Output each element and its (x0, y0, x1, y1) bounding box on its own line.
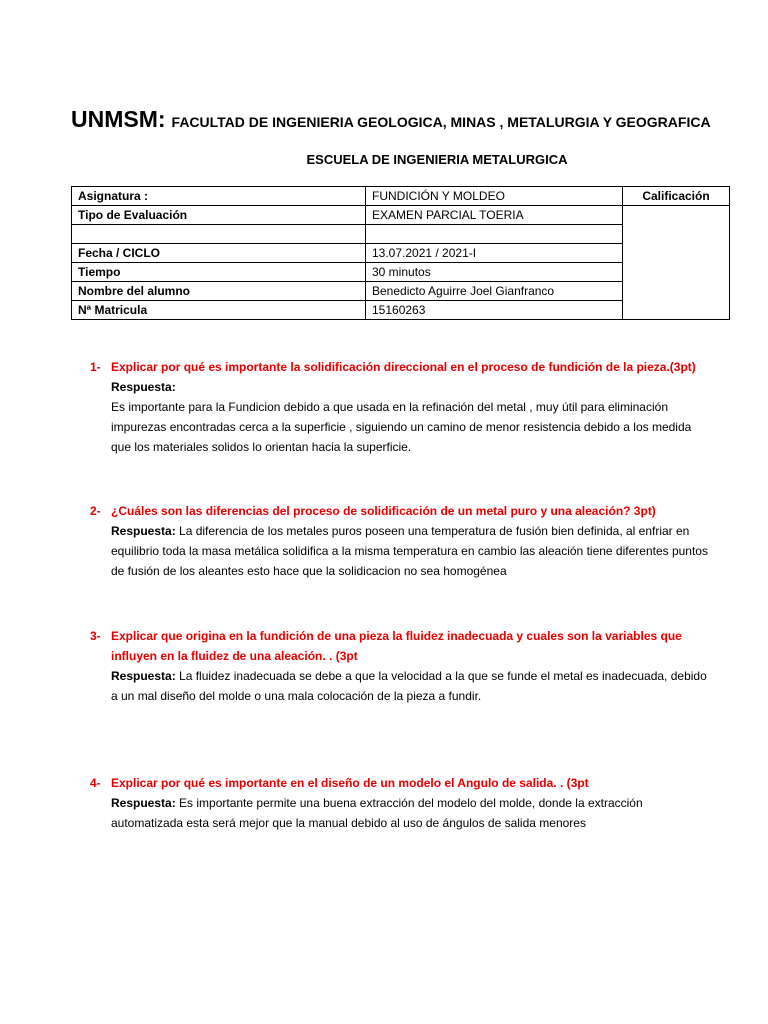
time-value: 30 minutos (366, 263, 623, 282)
evaluation-type-label: Tipo de Evaluación (72, 206, 366, 225)
date-cycle-label: Fecha / CICLO (72, 244, 366, 263)
evaluation-type-value: EXAMEN PARCIAL TOERIA (366, 206, 623, 225)
question-number: 4- (90, 776, 101, 790)
question-number: 1- (90, 360, 101, 374)
answer-label: Respuesta: (111, 669, 176, 683)
time-label: Tiempo (72, 263, 366, 282)
answer-text: La fluidez inadecuada se debe a que la velocidad a la que se funde el metal es inadecuada, debido a un mal diseño del molde o una mala colocación de la pieza a fundir. (111, 669, 707, 703)
subject-label: Asignatura : (72, 187, 366, 206)
faculty-name: FACULTAD DE INGENIERIA GEOLOGICA, MINAS , METALURGIA Y GEOGRAFICA (171, 114, 711, 130)
answer-text: La diferencia de los metales puros poseen una temperatura de fusión bien definida, al enfriar en equilibrio toda la masa metálica solidifica a la misma temperatura en cambio las aleación tiene diferentes puntos de fusión de los aleantes esto hace que la solidicacion no sea homogénea (111, 524, 708, 578)
grade-header: Calificación (623, 187, 730, 206)
question-number: 2- (90, 504, 101, 518)
question-3 (90, 626, 710, 706)
empty-label (72, 225, 366, 244)
enrollment-number-label: Nª Matricula (72, 301, 366, 320)
empty-value (366, 225, 623, 244)
answer-text: Es importante para la Fundicion debido a que usada en la refinación del metal , muy útil para eliminación impurezas encontradas cerca a la superficie , siguiendo un camino de menor resistencia debido a los medida que los materiales solidos lo orientan hacia la superficie. (111, 400, 692, 454)
enrollment-number-value: 15160263 (366, 301, 623, 320)
exam-info-table (71, 186, 730, 320)
table-row (72, 206, 730, 225)
question-text: Explicar por qué es importante en el diseño de un modelo el Angulo de salida. . (3pt (111, 776, 589, 790)
answer-label: Respuesta: (111, 796, 176, 810)
date-cycle-value: 13.07.2021 / 2021-I (366, 244, 623, 263)
question-text: Explicar que origina en la fundición de una pieza la fluidez inadecuada y cuales son la variables que influyen en la fluidez de una aleación. . (3pt (111, 629, 682, 663)
question-number: 3- (90, 629, 101, 643)
school-name: ESCUELA DE INGENIERIA METALURGICA (306, 152, 568, 167)
question-1 (90, 357, 710, 457)
question-text: Explicar por qué es importante la solidificación direccional en el proceso de fundición de la pieza.(3pt) (111, 360, 696, 374)
student-name-label: Nombre del alumno (72, 282, 366, 301)
document-header (71, 106, 711, 133)
answer-label: Respuesta: (111, 524, 176, 538)
university-name: UNMSM: (71, 106, 166, 132)
question-2 (90, 501, 710, 581)
question-text: ¿Cuáles son las diferencias del proceso de solidificación de un metal puro y una aleación? 3pt) (111, 504, 656, 518)
student-name-value: Benedicto Aguirre Joel Gianfranco (366, 282, 623, 301)
table-row (72, 187, 730, 206)
subject-value: FUNDICIÓN Y MOLDEO (366, 187, 623, 206)
answer-label: Respuesta: (111, 380, 176, 394)
question-4 (90, 773, 710, 833)
answer-text: Es importante permite una buena extracción del modelo del molde, donde la extracción automatizada esta será mejor que la manual debido al uso de ángulos de salida menores (111, 796, 643, 830)
grade-cell (623, 206, 730, 320)
